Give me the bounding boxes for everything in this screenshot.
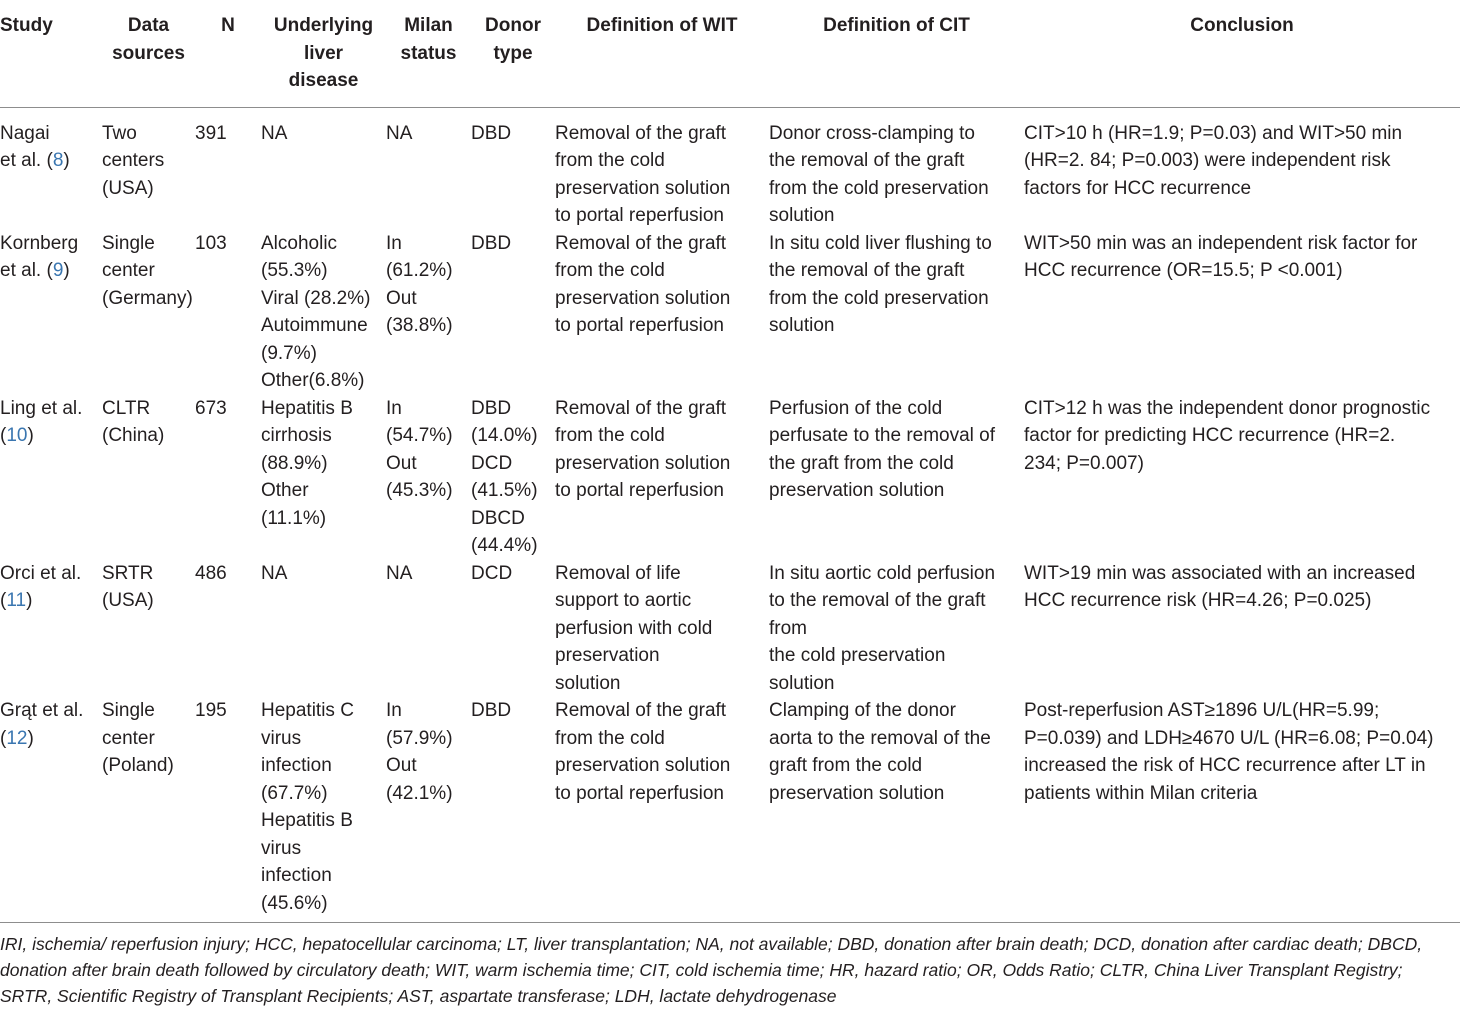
underlying-disease-line: Viral (28.2%) bbox=[261, 287, 371, 309]
study-text: ( bbox=[0, 425, 7, 446]
n-value: 195 bbox=[195, 700, 227, 721]
cit-line: Perfusion of the cold bbox=[769, 397, 943, 419]
wit-line: support to aortic bbox=[555, 590, 692, 611]
cell-wit bbox=[555, 697, 769, 917]
header-conclusion: Conclusion bbox=[1024, 0, 1460, 107]
wit-line: from the cold bbox=[555, 150, 665, 171]
conclusion-line: HCC recurrence (OR=15.5; P <0.001) bbox=[1024, 260, 1343, 281]
wit-line: Removal of life bbox=[555, 562, 681, 584]
donor-type-line: DBD bbox=[471, 397, 512, 419]
underlying-disease-line: Other bbox=[261, 480, 309, 501]
cell-underlying-disease bbox=[261, 697, 386, 917]
header-milan-status: Milan status bbox=[386, 0, 471, 107]
data-sources-line: centers bbox=[102, 150, 165, 171]
data-sources-line: SRTR bbox=[102, 562, 154, 584]
data-sources-line: (USA) bbox=[102, 590, 154, 611]
header-data-sources: Data sources bbox=[102, 0, 195, 107]
study-text: Ling et al. bbox=[0, 397, 83, 419]
cell-milan-status bbox=[386, 107, 471, 230]
conclusion-line: HCC recurrence risk (HR=4.26; P=0.025) bbox=[1024, 590, 1372, 611]
wit-line: preservation solution bbox=[555, 287, 731, 309]
cit-line: preservation solution bbox=[769, 782, 945, 804]
milan-status-line: In bbox=[386, 397, 402, 419]
n-value: 673 bbox=[195, 397, 227, 419]
underlying-disease-line: Autoimmune bbox=[261, 315, 368, 336]
conclusion-line: WIT>50 min was an independent risk factor for bbox=[1024, 232, 1418, 254]
table-row bbox=[0, 395, 1460, 560]
wit-line: Removal of the graft bbox=[555, 397, 727, 419]
milan-status-line: (57.9%) bbox=[386, 727, 453, 749]
conclusion-line: CIT>10 h (HR=1.9; P=0.03) and WIT>50 min bbox=[1024, 122, 1403, 144]
n-value: 103 bbox=[195, 232, 227, 254]
cit-line: the removal of the graft bbox=[769, 260, 965, 281]
milan-status-line: (42.1%) bbox=[386, 782, 453, 804]
cell-data-sources bbox=[102, 230, 195, 395]
table-row bbox=[0, 230, 1460, 395]
cell-data-sources bbox=[102, 107, 195, 230]
footnote-line: IRI, ischemia/ reperfusion injury; HCC, hepatocellular carcinoma; LT, liver transplantation; NA, not available; DBD, donation after brain death; DCD, donation after cardiac death; DBCD, bbox=[0, 934, 1423, 954]
milan-status-line: Out bbox=[386, 287, 417, 309]
data-sources-line: CLTR bbox=[102, 397, 151, 419]
donor-type-line: DBD bbox=[471, 122, 512, 144]
donor-type-line: DBD bbox=[471, 232, 512, 254]
cit-line: solution bbox=[769, 672, 835, 694]
wit-line: preservation solution bbox=[555, 177, 731, 199]
cell-study bbox=[0, 230, 102, 395]
underlying-disease-line: (67.7%) bbox=[261, 782, 328, 804]
cell-donor-type bbox=[471, 560, 555, 698]
donor-type-line: DBD bbox=[471, 700, 512, 721]
cit-line: preservation solution bbox=[769, 480, 945, 501]
underlying-disease-line: Other(6.8%) bbox=[261, 370, 365, 391]
reference-link[interactable]: 8 bbox=[52, 150, 64, 171]
cell-wit bbox=[555, 230, 769, 395]
underlying-disease-line: Hepatitis C bbox=[261, 700, 354, 721]
cell-study bbox=[0, 697, 102, 917]
cit-line: Donor cross-clamping to bbox=[769, 122, 975, 144]
cell-data-sources bbox=[102, 560, 195, 698]
footnote-divider bbox=[0, 922, 1460, 923]
underlying-disease-line: virus bbox=[261, 727, 302, 749]
n-value: 391 bbox=[195, 122, 227, 144]
cell-conclusion bbox=[1024, 107, 1460, 230]
milan-status-line: In bbox=[386, 232, 402, 254]
study-text: ) bbox=[63, 150, 70, 171]
conclusion-line: increased the risk of HCC recurrence after LT in bbox=[1024, 755, 1426, 776]
cell-data-sources bbox=[102, 395, 195, 560]
header-wit: Definition of WIT bbox=[555, 0, 769, 107]
cit-line: graft from the cold bbox=[769, 755, 923, 776]
underlying-disease-line: Hepatitis B bbox=[261, 810, 353, 831]
study-text: Nagai bbox=[0, 122, 50, 144]
wit-line: from the cold bbox=[555, 260, 665, 281]
cell-underlying-disease bbox=[261, 230, 386, 395]
cell-milan-status bbox=[386, 697, 471, 917]
cell-n bbox=[195, 560, 261, 698]
cell-underlying-disease bbox=[261, 107, 386, 230]
cell-wit bbox=[555, 560, 769, 698]
wit-line: solution bbox=[555, 672, 621, 694]
data-sources-line: center bbox=[102, 727, 155, 749]
underlying-disease-line: cirrhosis bbox=[261, 425, 332, 446]
milan-status-line: (45.3%) bbox=[386, 480, 453, 501]
donor-type-line: (41.5%) bbox=[471, 480, 538, 501]
study-text: ) bbox=[63, 260, 70, 281]
underlying-disease-line: NA bbox=[261, 122, 288, 144]
cell-milan-status bbox=[386, 395, 471, 560]
cell-donor-type bbox=[471, 395, 555, 560]
cell-study bbox=[0, 395, 102, 560]
study-text: et al. ( bbox=[0, 150, 53, 171]
conclusion-line: factors for HCC recurrence bbox=[1024, 177, 1252, 199]
study-text: ( bbox=[0, 727, 7, 749]
conclusion-line: factor for predicting HCC recurrence (HR=2. bbox=[1024, 425, 1396, 446]
wit-line: Removal of the graft bbox=[555, 232, 727, 254]
cit-line: perfusate to the removal of bbox=[769, 425, 996, 446]
study-text: ( bbox=[0, 590, 7, 611]
header-study: Study bbox=[0, 0, 102, 107]
underlying-disease-line: (9.7%) bbox=[261, 342, 317, 364]
data-sources-line: Two bbox=[102, 122, 137, 144]
wit-line: to portal reperfusion bbox=[555, 782, 724, 804]
conclusion-line: patients within Milan criteria bbox=[1024, 782, 1258, 804]
data-sources-line: center bbox=[102, 260, 155, 281]
conclusion-line: 234; P=0.007) bbox=[1024, 452, 1144, 474]
underlying-disease-line: Hepatitis B bbox=[261, 397, 353, 419]
wit-line: preservation solution bbox=[555, 755, 731, 776]
cell-data-sources bbox=[102, 697, 195, 917]
study-text: Orci et al. bbox=[0, 562, 82, 584]
data-sources-line: (USA) bbox=[102, 177, 154, 199]
data-sources-line: (Poland) bbox=[102, 755, 174, 776]
milan-status-line: NA bbox=[386, 562, 413, 584]
header-row bbox=[0, 0, 1460, 107]
underlying-disease-line: Alcoholic bbox=[261, 232, 338, 254]
underlying-disease-line: NA bbox=[261, 562, 288, 584]
cell-n bbox=[195, 697, 261, 917]
wit-line: to portal reperfusion bbox=[555, 480, 724, 501]
milan-status-line: (54.7%) bbox=[386, 425, 453, 446]
milan-status-line: (61.2%) bbox=[386, 260, 453, 281]
data-sources-line: Single bbox=[102, 700, 155, 721]
milan-status-line: Out bbox=[386, 452, 417, 474]
cit-line: from the cold preservation bbox=[769, 177, 989, 199]
footnote-line: SRTR, Scientific Registry of Transplant Recipients; AST, aspartate transferase; LDH, lactate dehydrogenase bbox=[0, 986, 837, 1006]
cit-line: to the removal of the graft bbox=[769, 590, 986, 611]
cit-line: from bbox=[769, 617, 807, 639]
study-text: ) bbox=[26, 590, 33, 611]
milan-status-line: NA bbox=[386, 122, 413, 144]
table-row bbox=[0, 560, 1460, 698]
conclusion-line: P=0.039) and LDH≥4670 U/L (HR=6.08; P=0.04) bbox=[1024, 727, 1434, 749]
donor-type-line: (14.0%) bbox=[471, 425, 538, 446]
study-text: Grąt et al. bbox=[0, 700, 84, 721]
wit-line: perfusion with cold bbox=[555, 617, 713, 639]
table-row bbox=[0, 107, 1460, 230]
cit-line: solution bbox=[769, 205, 835, 226]
underlying-disease-line: infection bbox=[261, 865, 332, 886]
underlying-disease-line: infection bbox=[261, 755, 332, 776]
cell-n bbox=[195, 395, 261, 560]
conclusion-line: (HR=2. 84; P=0.003) were independent risk bbox=[1024, 150, 1391, 171]
conclusion-line: Post-reperfusion AST≥1896 U/L(HR=5.99; bbox=[1024, 700, 1380, 721]
cell-wit bbox=[555, 107, 769, 230]
header-underlying-disease: Underlying liver disease bbox=[261, 0, 386, 107]
table-row bbox=[0, 697, 1460, 917]
cit-line: solution bbox=[769, 315, 835, 336]
cell-conclusion bbox=[1024, 230, 1460, 395]
wit-line: Removal of the graft bbox=[555, 122, 727, 144]
cit-line: aorta to the removal of the bbox=[769, 727, 991, 749]
cell-study bbox=[0, 560, 102, 698]
wit-line: to portal reperfusion bbox=[555, 205, 724, 226]
data-sources-line: (China) bbox=[102, 425, 165, 446]
cell-conclusion bbox=[1024, 560, 1460, 698]
footnote-line: donation after brain death followed by circulatory death; WIT, warm ischemia time; CIT, cold ischemia time; HR, hazard ratio; OR, Odds Ratio; CLTR, China Liver Transplant Registry; bbox=[0, 960, 1403, 980]
header-n: N bbox=[195, 0, 261, 107]
underlying-disease-line: virus bbox=[261, 837, 302, 859]
cell-donor-type bbox=[471, 697, 555, 917]
cit-line: Clamping of the donor bbox=[769, 700, 956, 721]
cit-line: In situ cold liver flushing to bbox=[769, 232, 992, 254]
cell-underlying-disease bbox=[261, 395, 386, 560]
cell-milan-status bbox=[386, 230, 471, 395]
conclusion-line: WIT>19 min was associated with an increased bbox=[1024, 562, 1416, 584]
wit-line: from the cold bbox=[555, 727, 665, 749]
cell-donor-type bbox=[471, 107, 555, 230]
wit-line: to portal reperfusion bbox=[555, 315, 724, 336]
data-sources-line: Single bbox=[102, 232, 155, 254]
study-text: ) bbox=[27, 425, 34, 446]
donor-type-line: (44.4%) bbox=[471, 535, 538, 556]
reference-link[interactable]: 11 bbox=[6, 590, 27, 611]
reference-link[interactable]: 9 bbox=[52, 260, 64, 281]
cit-line: from the cold preservation bbox=[769, 287, 989, 309]
milan-status-line: Out bbox=[386, 755, 417, 776]
study-text: ) bbox=[27, 727, 34, 749]
milan-status-line: In bbox=[386, 700, 402, 721]
cit-line: the cold preservation bbox=[769, 645, 946, 666]
footnote bbox=[0, 931, 1460, 1009]
cell-cit bbox=[769, 560, 1024, 698]
n-value: 486 bbox=[195, 562, 227, 584]
cell-donor-type bbox=[471, 230, 555, 395]
underlying-disease-line: (55.3%) bbox=[261, 260, 328, 281]
cit-line: the graft from the cold bbox=[769, 452, 954, 474]
cell-underlying-disease bbox=[261, 560, 386, 698]
cit-line: the removal of the graft bbox=[769, 150, 965, 171]
cell-milan-status bbox=[386, 560, 471, 698]
header-donor-type: Donor type bbox=[471, 0, 555, 107]
underlying-disease-line: (45.6%) bbox=[261, 892, 328, 914]
donor-type-line: DCD bbox=[471, 562, 513, 584]
wit-line: preservation bbox=[555, 645, 660, 666]
underlying-disease-line: (88.9%) bbox=[261, 452, 328, 474]
reference-link[interactable]: 12 bbox=[6, 727, 28, 749]
cell-n bbox=[195, 107, 261, 230]
conclusion-line: CIT>12 h was the independent donor prognostic bbox=[1024, 397, 1431, 419]
cell-study bbox=[0, 107, 102, 230]
data-sources-line: (Germany) bbox=[102, 287, 193, 309]
cell-conclusion bbox=[1024, 395, 1460, 560]
donor-type-line: DCD bbox=[471, 452, 513, 474]
wit-line: preservation solution bbox=[555, 452, 731, 474]
cell-cit bbox=[769, 230, 1024, 395]
reference-link[interactable]: 10 bbox=[6, 425, 28, 446]
wit-line: Removal of the graft bbox=[555, 700, 727, 721]
cell-n bbox=[195, 230, 261, 395]
milan-status-line: (38.8%) bbox=[386, 315, 453, 336]
header-cit: Definition of CIT bbox=[769, 0, 1024, 107]
donor-type-line: DBCD bbox=[471, 507, 525, 529]
study-text: Kornberg bbox=[0, 232, 79, 254]
cell-cit bbox=[769, 697, 1024, 917]
cell-cit bbox=[769, 395, 1024, 560]
cell-cit bbox=[769, 107, 1024, 230]
cell-wit bbox=[555, 395, 769, 560]
cit-line: In situ aortic cold perfusion bbox=[769, 562, 996, 584]
study-text: et al. ( bbox=[0, 260, 53, 281]
underlying-disease-line: (11.1%) bbox=[261, 507, 327, 529]
wit-line: from the cold bbox=[555, 425, 665, 446]
cell-conclusion bbox=[1024, 697, 1460, 917]
